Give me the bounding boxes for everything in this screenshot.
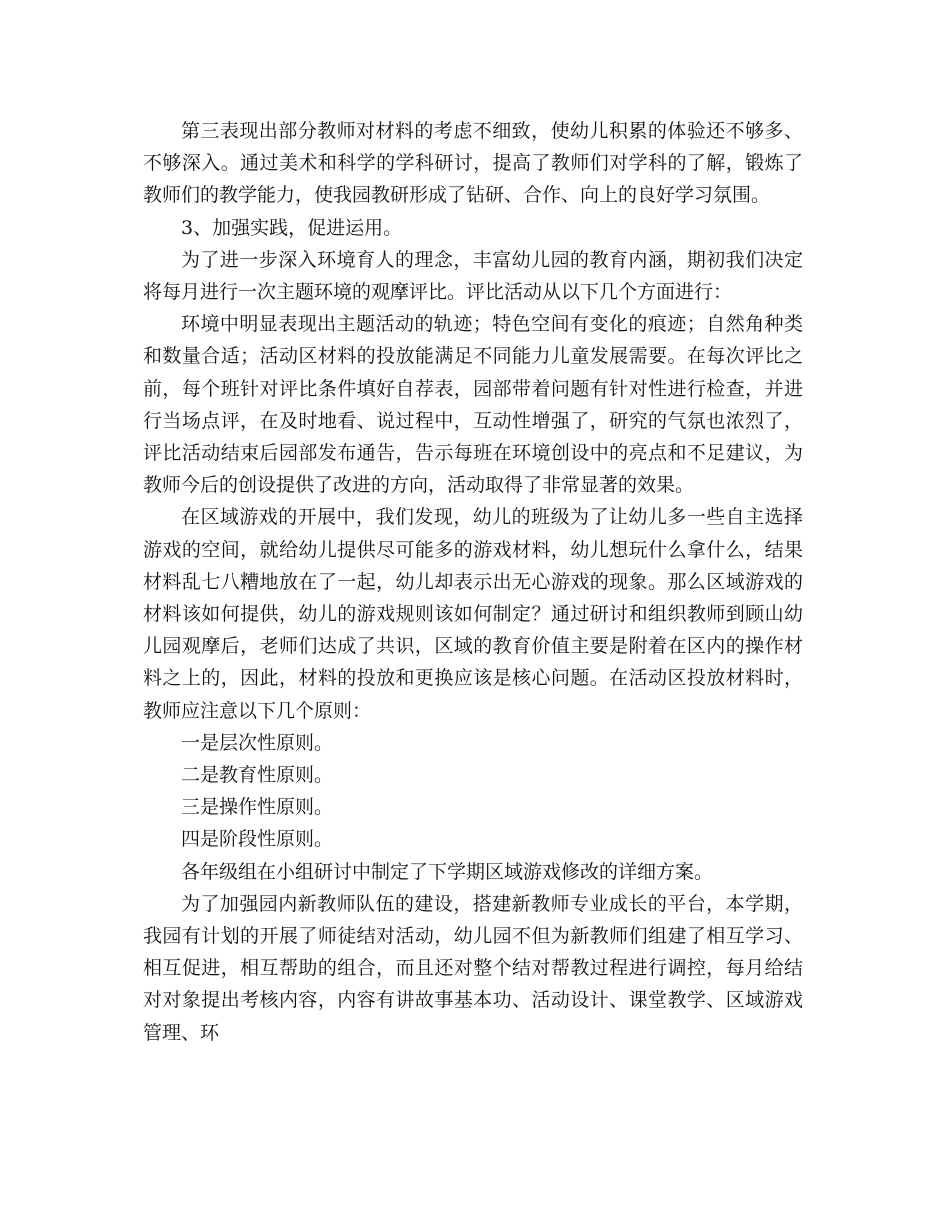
paragraph-2: 3、加强实践，促进运用。 xyxy=(181,216,403,239)
paragraph-10: 各年级组在小组研讨中制定了下学期区域游戏修改的详细方案。 xyxy=(181,860,714,883)
paragraph-3: 为了进一步深入环境育人的理念，丰富幼儿园的教育内涵，期初我们决定将每月进行一次主题环境的观摩评比。评比活动从以下几个方面进行： xyxy=(143,248,803,304)
paragraph-6: 一是层次性原则。 xyxy=(181,731,334,754)
paragraph-11: 为了加强园内新教师队伍的建设，搭建新教师专业成长的平台，本学期，我园有计划的开展了师徒结对活动，幼儿园不但为新教师们组建了相互学习、相互促进，相互帮助的组合，而且还对整个结对帮教过程进行调控，每月给结对对象提出考核内容，内容有讲故事基本功、活动设计、课堂教学、区域游戏管理、环 xyxy=(143,892,803,1044)
document-body xyxy=(143,115,803,1049)
paragraph-5: 在区域游戏的开展中，我们发现，幼儿的班级为了让幼儿多一些自主选择游戏的空间，就给幼儿提供尽可能多的游戏材料，幼儿想玩什么拿什么，结果材料乱七八糟地放在了一起，幼儿却表示出无心游戏的现象。那么区域游戏的材料该如何提供，幼儿的游戏规则该如何制定？通过研讨和组织教师到顾山幼儿园观摩后，老师们达成了共识，区域的教育价值主要是附着在区内的操作材料之上的，因此，材料的投放和更换应该是核心问题。在活动区投放材料时，教师应注意以下几个原则： xyxy=(143,506,803,722)
paragraph-4: 环境中明显表现出主题活动的轨迹；特色空间有变化的痕迹；自然角种类和数量合适；活动区材料的投放能满足不同能力儿童发展需要。在每次评比之前，每个班针对评比条件填好自荐表，园部带着问题有针对性进行检查，并进行当场点评，在及时地看、说过程中，互动性增强了，研究的气氛也浓烈了，评比活动结束后园部发布通告，告示每班在环境创设中的亮点和不足建议，为教师今后的创设提供了改进的方向，活动取得了非常显著的效果。 xyxy=(143,313,803,497)
paragraph-8: 三是操作性原则。 xyxy=(181,796,334,819)
paragraph-9: 四是阶段性原则。 xyxy=(181,828,334,851)
paragraph-1: 第三表现出部分教师对材料的考虑不细致，使幼儿积累的体验还不够多、不够深入。通过美术和科学的学科研讨，提高了教师们对学科的了解，锻炼了教师们的教学能力，使我园教研形成了钻研、合作、向上的良好学习氛围。 xyxy=(143,120,803,207)
paragraph-7: 二是教育性原则。 xyxy=(181,764,334,787)
